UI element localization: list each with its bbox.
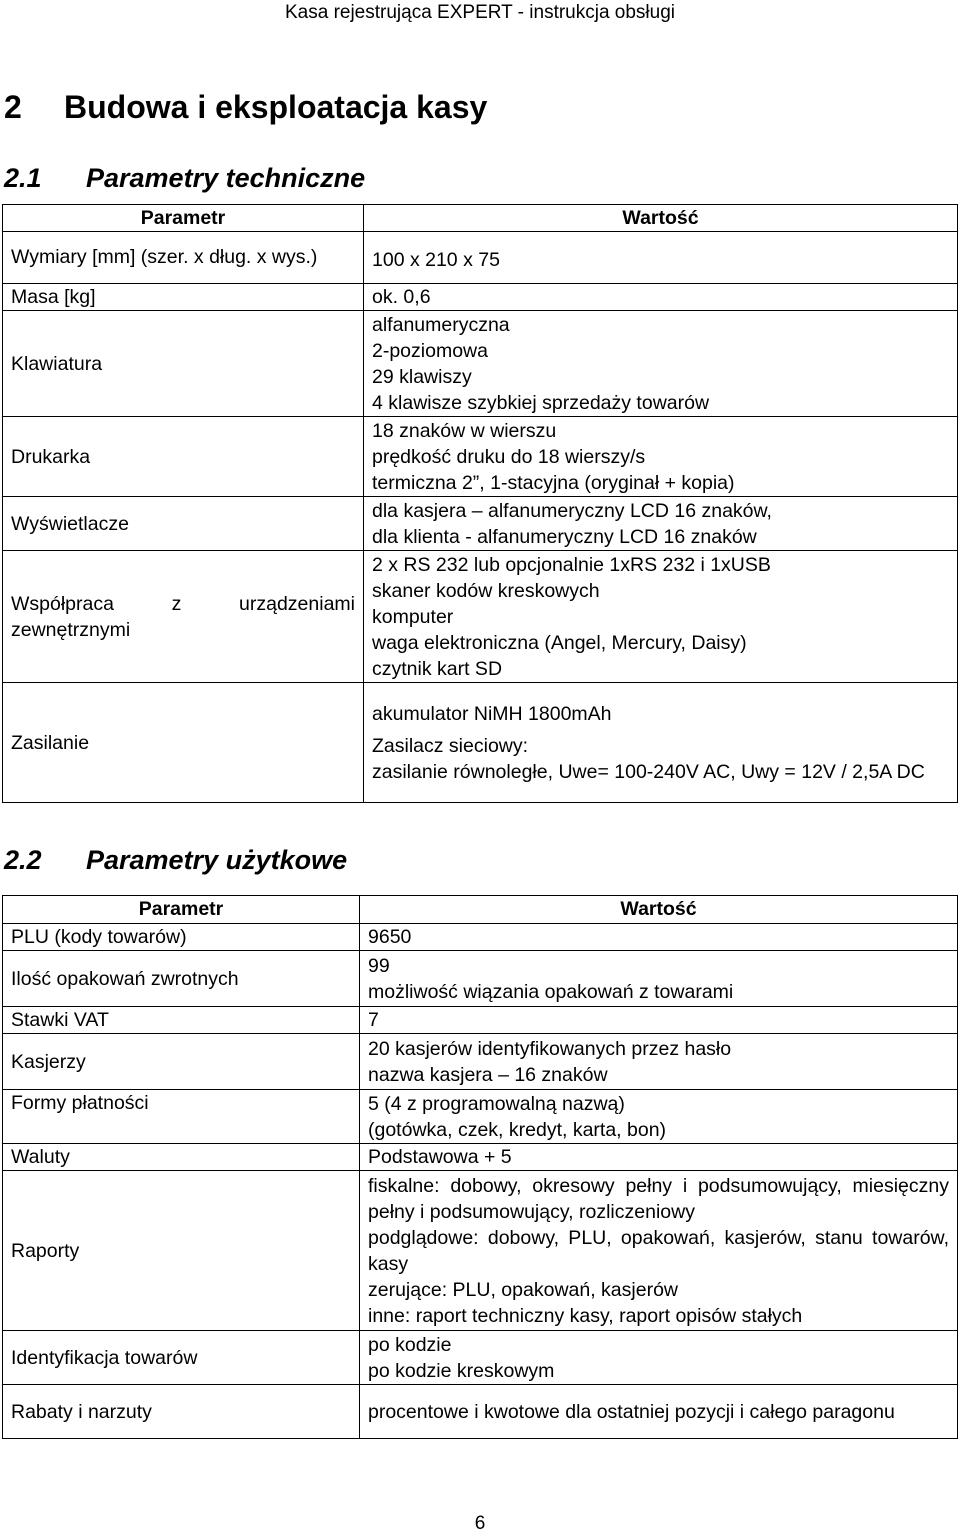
value-line: Zasilacz sieciowy: [372,734,529,757]
param-cell: Wymiary [mm] (szer. x dług. x wys.) [3,232,364,284]
table-row [3,311,958,417]
value-cell [360,924,958,951]
value-cell [364,417,958,497]
value-cell [364,232,958,284]
value-line: możliwość wiązania opakowań z towarami [368,980,734,1003]
value-line: waga elektroniczna (Angel, Mercury, Daisy) [372,631,747,654]
value-line: nazwa kasjera – 16 znaków [368,1063,608,1086]
param-cell: Masa [kg] [3,284,364,311]
value-line: termiczna 2”, 1-stacyjna (oryginał + kopia) [372,471,735,494]
param-cell: Zasilanie [3,683,364,803]
value-cell [360,951,958,1007]
table-row [3,551,958,683]
chapter-title: Budowa i eksploatacja kasy [64,89,488,125]
value-line: 5 (4 z programowalną nazwą) [368,1092,625,1115]
table-header-row [3,896,958,924]
section-number: 2.2 [4,845,42,875]
param-cell: Współpraca z urządzeniami zewnętrznymi [3,551,364,683]
value-line: 2 x RS 232 lub opcjonalnie 1xRS 232 i 1xUSB [372,553,771,576]
param-cell: Rabaty i narzuty [3,1385,360,1439]
value-line: inne: raport techniczny kasy, raport opisów stałych [368,1304,803,1327]
value-line: alfanumeryczna [372,313,510,336]
value-cell [364,311,958,417]
value-line: procentowe i kwotowe dla ostatniej pozycji i całego paragonu [368,1400,895,1423]
value-line: komputer [372,605,454,628]
table-row [3,1090,958,1144]
param-cell: Waluty [3,1144,360,1171]
section-title: Parametry techniczne [86,163,366,193]
param-cell: Drukarka [3,417,364,497]
param-cell: Ilość opakowań zwrotnych [3,951,360,1007]
column-header-param: Parametr [3,896,360,924]
value-line: czytnik kart SD [372,657,503,680]
value-line: zerujące: PLU, opakowań, kasjerów [368,1278,678,1301]
usage-parameters-table [2,895,958,1439]
value-cell [364,497,958,551]
value-line: 7 [368,1009,379,1031]
value-line: 29 klawiszy [372,365,472,388]
technical-parameters-table [2,204,958,803]
table-row [3,1144,958,1171]
value-line: 20 kasjerów identyfikowanych przez hasło [368,1037,732,1060]
value-cell [364,284,958,311]
param-cell: Kasjerzy [3,1034,360,1090]
param-cell: Stawki VAT [3,1007,360,1034]
param-cell: Klawiatura [3,311,364,417]
table-row [3,1007,958,1034]
value-cell [364,683,958,803]
section-heading-technical [4,161,365,195]
section-number: 2.1 [4,163,42,193]
table-row [3,232,958,284]
value-cell [360,1034,958,1090]
value-line: 2-poziomowa [372,339,488,362]
value-cell [360,1331,958,1385]
column-header-value: Wartość [360,896,958,924]
column-header-param: Parametr [3,205,364,232]
table-row [3,924,958,951]
value-line: skaner kodów kreskowych [372,579,600,602]
value-line: po kodzie kreskowym [368,1359,555,1382]
table-row [3,683,958,803]
value-line: 99 [368,954,390,977]
value-cell [360,1144,958,1171]
value-line: dla kasjera – alfanumeryczny LCD 16 znaków, [372,499,772,522]
value-cell [360,1171,958,1331]
value-line: 100 x 210 x 75 [372,248,500,271]
table-row [3,951,958,1007]
section-title: Parametry użytkowe [86,845,348,875]
value-line: zasilanie równoległe, Uwe= 100-240V AC, Uwy = 12V / 2,5A DC [372,760,925,783]
section-heading-usage [4,843,347,877]
value-line: fiskalne: dobowy, okresowy pełny i podsumowujący, miesięczny pełny i podsumowujący, rozliczeniowy [368,1174,949,1223]
param-cell: Identyfikacja towarów [3,1331,360,1385]
value-line: podglądowe: dobowy, PLU, opakowań, kasjerów, stanu towarów, kasy [368,1226,949,1275]
value-line: prędkość druku do 18 wierszy/s [372,445,646,468]
value-line: akumulator NiMH 1800mAh [372,702,612,725]
table-row [3,1034,958,1090]
page-number: 6 [474,1513,486,1534]
param-cell: Wyświetlacze [3,497,364,551]
table-row [3,1331,958,1385]
value-line: 18 znaków w wierszu [372,419,557,442]
table-row [3,417,958,497]
value-line: 9650 [368,926,412,948]
table-row [3,1385,958,1439]
value-line: ok. 0,6 [372,286,431,308]
value-line: 4 klawisze szybkiej sprzedaży towarów [372,391,710,414]
table-row [3,1171,958,1331]
chapter-heading [4,86,487,128]
param-cell: PLU (kody towarów) [3,924,360,951]
value-line: Podstawowa + 5 [368,1146,512,1168]
table-header-row [3,205,958,232]
running-header: Kasa rejestrująca EXPERT - instrukcja obsługi [284,2,676,23]
column-header-value: Wartość [364,205,958,232]
value-cell [360,1385,958,1439]
value-cell [360,1007,958,1034]
table-row [3,497,958,551]
value-line: (gotówka, czek, kredyt, karta, bon) [368,1118,667,1141]
value-cell [364,551,958,683]
param-cell: Raporty [3,1171,360,1331]
param-cell: Formy płatności [3,1090,360,1144]
value-cell [360,1090,958,1144]
table-row [3,284,958,311]
value-line: dla klienta - alfanumeryczny LCD 16 znaków [372,525,757,548]
value-line: po kodzie [368,1333,452,1356]
chapter-number: 2 [4,89,22,125]
